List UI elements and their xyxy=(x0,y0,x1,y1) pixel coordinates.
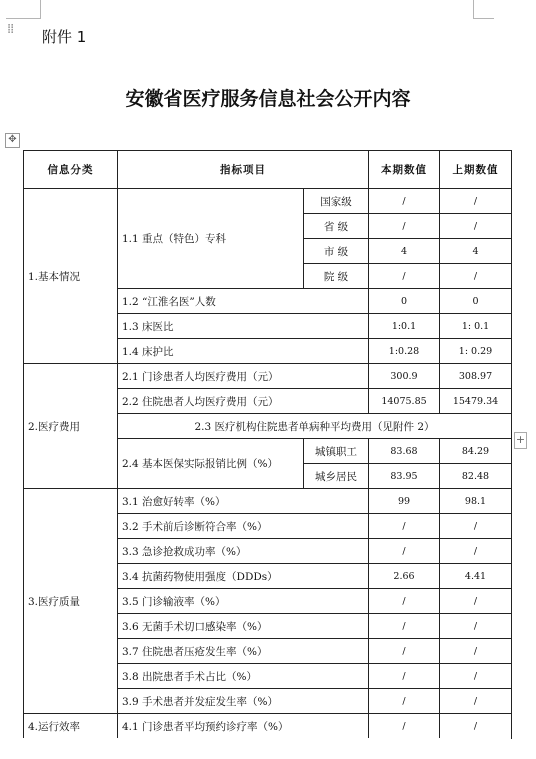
item-label: 3.2 手术前后诊断符合率（%） xyxy=(118,514,369,539)
current-value: / xyxy=(369,689,440,714)
item-label: 3.3 急诊抢救成功率（%） xyxy=(118,539,369,564)
previous-value: 1: 0.29 xyxy=(440,339,512,364)
previous-value: / xyxy=(440,539,512,564)
current-value: / xyxy=(369,589,440,614)
previous-value: 308.97 xyxy=(440,364,512,389)
current-value: 83.68 xyxy=(369,439,440,464)
previous-value: / xyxy=(440,264,512,289)
previous-value: 4.41 xyxy=(440,564,512,589)
previous-value: / xyxy=(440,514,512,539)
item-label: 1.1 重点（特色）专科 xyxy=(118,189,304,289)
insurance-type-label: 城镇职工 xyxy=(304,439,369,464)
table-row xyxy=(24,364,512,389)
table-row xyxy=(24,189,512,214)
add-column-icon[interactable]: + xyxy=(514,432,527,449)
category-quality: 3.医疗质量 xyxy=(24,489,118,714)
previous-value: 82.48 xyxy=(440,464,512,489)
previous-value: / xyxy=(440,664,512,689)
current-value: / xyxy=(369,664,440,689)
category-basic: 1.基本情况 xyxy=(24,189,118,364)
previous-value: 15479.34 xyxy=(440,389,512,414)
page-corner-mark-right xyxy=(473,0,494,19)
current-value: / xyxy=(369,514,440,539)
previous-value: / xyxy=(440,689,512,714)
level-label: 国家级 xyxy=(304,189,369,214)
previous-value: / xyxy=(440,189,512,214)
item-label: 2.4 基本医保实际报销比例（%） xyxy=(118,439,304,489)
previous-value: / xyxy=(440,214,512,239)
item-label: 3.9 手术患者并发症发生率（%） xyxy=(118,689,369,714)
col-header-item: 指标项目 xyxy=(118,151,369,189)
level-label: 省 级 xyxy=(304,214,369,239)
current-value: / xyxy=(369,539,440,564)
current-value: / xyxy=(369,639,440,664)
item-label: 3.6 无菌手术切口感染率（%） xyxy=(118,614,369,639)
current-value: / xyxy=(369,614,440,639)
current-value: / xyxy=(369,214,440,239)
col-header-current: 本期数值 xyxy=(369,151,440,189)
current-value: 1:0.28 xyxy=(369,339,440,364)
page-bottom-edge xyxy=(23,738,511,759)
item-label: 2.2 住院患者人均医疗费用（元） xyxy=(118,389,369,414)
page-corner-mark-left xyxy=(6,0,41,19)
current-value: 99 xyxy=(369,489,440,514)
info-table xyxy=(23,150,512,739)
category-cost: 2.医疗费用 xyxy=(24,364,118,489)
current-value: 14075.85 xyxy=(369,389,440,414)
previous-value: 84.29 xyxy=(440,439,512,464)
previous-value: 0 xyxy=(440,289,512,314)
level-label: 市 级 xyxy=(304,239,369,264)
current-value: / xyxy=(369,189,440,214)
item-label: 2.1 门诊患者人均医疗费用（元） xyxy=(118,364,369,389)
current-value: / xyxy=(369,264,440,289)
current-value: 2.66 xyxy=(369,564,440,589)
item-label: 1.4 床护比 xyxy=(118,339,369,364)
item-label: 1.3 床医比 xyxy=(118,314,369,339)
category-efficiency: 4.运行效率 xyxy=(24,714,118,739)
insurance-type-label: 城乡居民 xyxy=(304,464,369,489)
current-value: 300.9 xyxy=(369,364,440,389)
current-value: 0 xyxy=(369,289,440,314)
item-label: 3.1 治愈好转率（%） xyxy=(118,489,369,514)
col-header-category: 信息分类 xyxy=(24,151,118,189)
previous-value: / xyxy=(440,589,512,614)
previous-value: 1: 0.1 xyxy=(440,314,512,339)
page-title: 安徽省医疗服务信息社会公开内容 xyxy=(125,88,411,110)
item-label: 3.8 出院患者手术占比（%） xyxy=(118,664,369,689)
table-row xyxy=(24,489,512,514)
table-row xyxy=(24,714,512,739)
col-header-previous: 上期数值 xyxy=(440,151,512,189)
previous-value: / xyxy=(440,614,512,639)
current-value: / xyxy=(369,714,440,739)
item-label: 1.2 “江淮名医”人数 xyxy=(118,289,369,314)
table-move-icon[interactable]: ✥ xyxy=(5,133,20,148)
current-value: 83.95 xyxy=(369,464,440,489)
item-label: 4.1 门诊患者平均预约诊疗率（%） xyxy=(118,714,369,739)
previous-value: / xyxy=(440,639,512,664)
item-label: 2.3 医疗机构住院患者单病种平均费用（见附件 2） xyxy=(118,414,512,439)
current-value: 4 xyxy=(369,239,440,264)
previous-value: 98.1 xyxy=(440,489,512,514)
level-label: 院 级 xyxy=(304,264,369,289)
previous-value: 4 xyxy=(440,239,512,264)
attachment-label: 附件 1 xyxy=(42,28,87,46)
item-label: 3.5 门诊输液率（%） xyxy=(118,589,369,614)
item-label: 3.4 抗菌药物使用强度（DDDs） xyxy=(118,564,369,589)
drag-handle-icon[interactable]: ⁞⁞ xyxy=(7,22,14,37)
previous-value: / xyxy=(440,714,512,739)
table-header-row xyxy=(24,151,512,189)
current-value: 1:0.1 xyxy=(369,314,440,339)
item-label: 3.7 住院患者压疮发生率（%） xyxy=(118,639,369,664)
